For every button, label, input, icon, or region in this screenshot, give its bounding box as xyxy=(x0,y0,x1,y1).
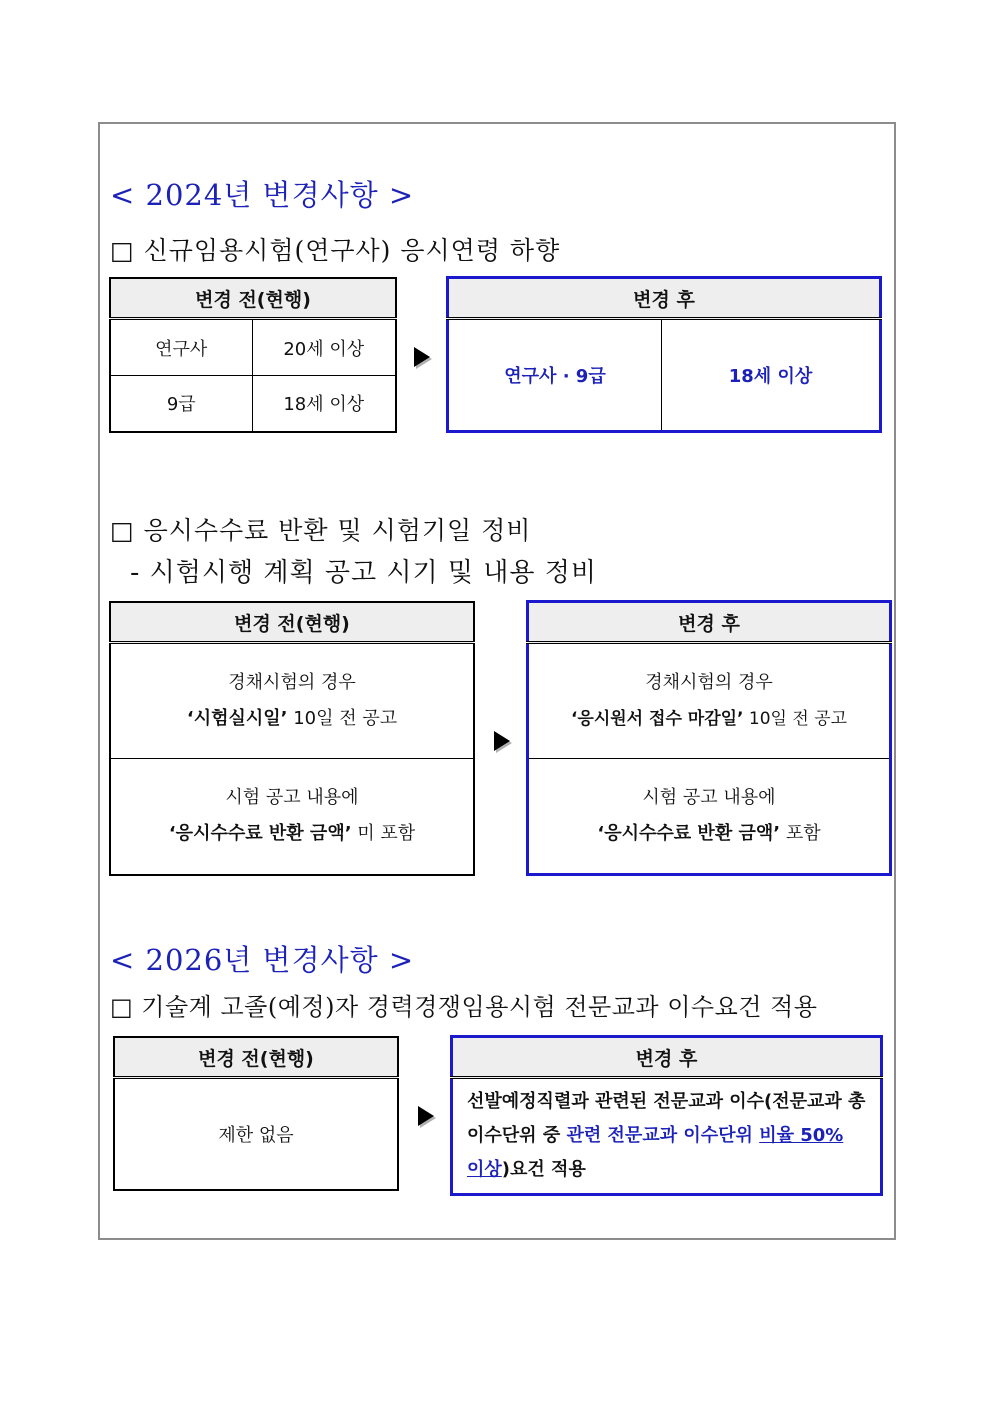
fee-after-row-2-rest: 포함 xyxy=(780,823,821,844)
age-after-header: 변경 후 xyxy=(448,278,881,319)
fee-before-header: 변경 전(현행) xyxy=(110,602,474,643)
item-fee-title: □ 응시수수료 반환 및 시험기일 정비 xyxy=(110,516,532,545)
tech-after-header: 변경 후 xyxy=(452,1037,882,1078)
arrow-right-icon xyxy=(414,347,430,367)
fee-before-row-2-rest: 미 포함 xyxy=(351,823,416,845)
age-before-type-0: 연구사 xyxy=(110,319,252,376)
section-2024-heading: < 2024년 변경사항 > xyxy=(110,178,415,212)
age-before-type-1: 9급 xyxy=(110,376,252,432)
tech-before-header: 변경 전(현행) xyxy=(114,1037,398,1078)
age-after-age: 18세 이상 xyxy=(662,319,881,432)
tech-after-content xyxy=(452,1078,882,1195)
age-before-header: 변경 전(현행) xyxy=(110,278,396,319)
age-before-age-1: 18세 이상 xyxy=(252,376,396,432)
fee-before-row-1-bold: ‘시험실시일’ xyxy=(186,708,288,729)
fee-after-row-2-bold: ‘응시수수료 반환 금액’ xyxy=(597,823,781,844)
fee-before-table xyxy=(109,601,475,876)
age-before-age-0: 20세 이상 xyxy=(252,319,396,376)
tech-before-table xyxy=(113,1036,399,1191)
fee-before-row-1-line1: 경채시험의 경우 xyxy=(228,672,356,693)
item-fee-subtitle: - 시험시행 계획 공고 시기 및 내용 정비 xyxy=(130,558,597,588)
tech-after-underlined: 비율 50% 이상 xyxy=(467,1125,844,1180)
fee-after-table xyxy=(526,600,892,876)
fee-before-row-1-rest: 10일 전 공고 xyxy=(287,708,398,729)
fee-before-row-2 xyxy=(110,759,474,875)
fee-before-row-2-line1: 시험 공고 내용에 xyxy=(225,787,359,809)
fee-after-header: 변경 후 xyxy=(528,602,891,643)
item-age-title: □ 신규임용시험(연구사) 응시연령 하향 xyxy=(110,236,561,265)
age-after-type: 연구사 · 9급 xyxy=(448,319,662,432)
fee-before-row-2-bold: ‘응시수수료 반환 금액’ xyxy=(168,823,352,845)
section-2026-heading: < 2026년 변경사항 > xyxy=(110,943,415,977)
fee-after-row-2 xyxy=(528,759,891,875)
fee-after-row-1-bold: ‘응시원서 접수 마감일’ xyxy=(570,709,744,729)
arrow-right-icon xyxy=(494,731,510,751)
fee-after-row-1 xyxy=(528,643,891,759)
tech-before-content: 제한 없음 xyxy=(114,1078,398,1190)
fee-after-row-2-line1: 시험 공고 내용에 xyxy=(642,787,776,808)
fee-after-row-1-line1: 경채시험의 경우 xyxy=(645,672,773,693)
item-tech-title: □ 기술계 고졸(예정)자 경력경쟁임용시험 전문교과 이수요건 적용 xyxy=(110,993,818,1021)
tech-after-table xyxy=(450,1035,883,1196)
age-before-table xyxy=(109,277,397,433)
tech-after-highlight: 관련 전문교과 이수단위 xyxy=(566,1125,753,1146)
fee-after-row-1-rest: 10일 전 공고 xyxy=(743,709,848,729)
age-after-table xyxy=(446,276,882,433)
fee-before-row-1 xyxy=(110,643,474,759)
tech-after-text-1: 선발예정직렬과 관련된 전문교과 이수(전문교과 총 이수단위 중 xyxy=(467,1091,866,1146)
tech-after-text-2: )요건 적용 xyxy=(501,1159,586,1180)
arrow-right-icon xyxy=(418,1106,434,1126)
